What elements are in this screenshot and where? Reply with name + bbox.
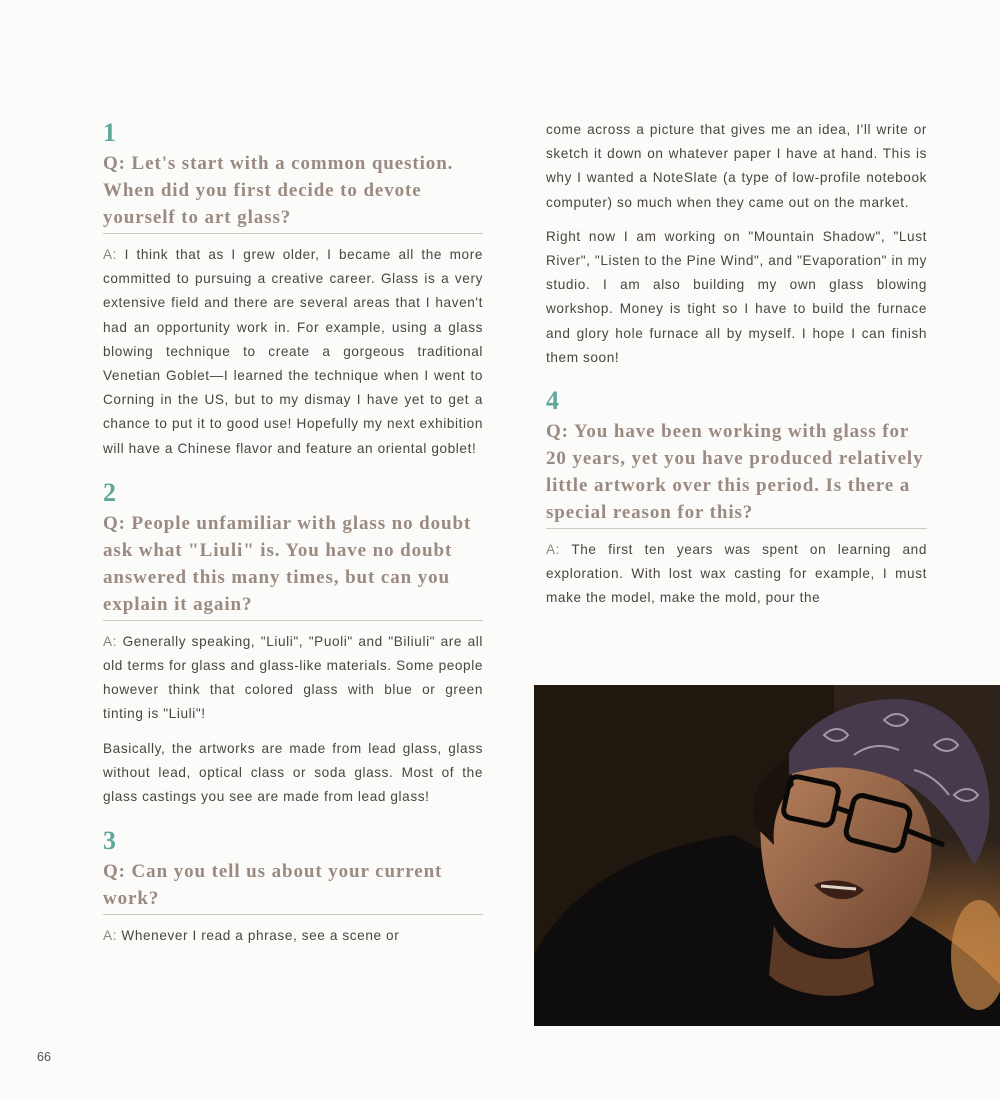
answer-prefix: A: bbox=[103, 633, 123, 649]
answer-text: Whenever I read a phrase, see a scene or bbox=[121, 928, 400, 944]
answer-paragraph bbox=[103, 737, 483, 810]
question-heading: Q: Can you tell us about your current work? bbox=[103, 858, 483, 915]
page-number: 66 bbox=[37, 1050, 51, 1064]
section-number: 1 bbox=[103, 118, 116, 147]
answer-paragraph bbox=[103, 243, 483, 461]
answer-prefix: A: bbox=[103, 247, 125, 262]
question-heading: Q: People unfamiliar with glass no doubt ask what "Liuli" is. You have no doubt answered this many times, but can you explain it again? bbox=[103, 510, 483, 621]
continued-paragraph: come across a picture that gives me an idea, I'll write or sketch it down on whatever paper I have at hand. This is why I wanted a NoteSlate (a type of low-profile notebook computer) so much when they came out on the market. bbox=[546, 122, 927, 210]
answer-paragraph bbox=[103, 924, 483, 948]
qa-section-4 bbox=[546, 386, 927, 611]
artist-portrait-photo bbox=[534, 685, 1000, 1026]
answer-paragraph bbox=[546, 538, 927, 611]
answer-text: Generally speaking, "Liuli", "Puoli" and "Biliuli" are all old terms for glass and glass-like materials. Some people however think that colored glass with blue or green tinting is "Liuli"! bbox=[103, 633, 484, 722]
answer-prefix: A: bbox=[103, 928, 122, 944]
qa-section-2 bbox=[103, 478, 483, 809]
answer-text: Basically, the artworks are made from lead glass, glass without lead, optical class or soda glass. Most of the glass castings you see are made from lead glass! bbox=[103, 740, 483, 805]
qa-section-3 bbox=[103, 826, 483, 948]
answer-text: I think that as I grew older, I became all the more committed to pursuing a creative career. Glass is a very extensive field and there are several areas that I haven't had an opportunity work in. For example, using a glass blowing technique to create a gorgeous traditional Venetian Goblet—I learned the technique when I went to Corning in the US, but to my dismay I have yet to get a chance to put it to good use! Hopefully my next exhibition will have a Chinese flavor and feature an oriental goblet! bbox=[103, 247, 483, 456]
section-number: 3 bbox=[103, 826, 116, 856]
right-column bbox=[546, 118, 927, 628]
question-heading: Q: Let's start with a common question. When did you first decide to devote yourself to art glass? bbox=[103, 150, 483, 234]
answer-text: The first ten years was spent on learning and exploration. With lost wax casting for example, I must make the model, make the mold, pour the bbox=[546, 542, 927, 606]
section-number: 2 bbox=[103, 477, 116, 507]
answer-prefix: A: bbox=[546, 542, 572, 558]
answer-paragraph bbox=[103, 630, 483, 727]
question-heading: Q: You have been working with glass for 20 years, yet you have produced relatively little artwork over this period. Is there a special reason for this? bbox=[546, 418, 927, 529]
section-number: 4 bbox=[546, 386, 559, 416]
left-column bbox=[103, 118, 483, 965]
qa-section-1 bbox=[103, 118, 483, 461]
continued-paragraph: Right now I am working on "Mountain Shadow", "Lust River", "Listen to the Pine Wind", and "Evaporation" in my studio. I am also building my own glass blowing workshop. Money is tight so I have to build the furnace and glory hole furnace all by myself. I hope I can finish them soon! bbox=[546, 228, 927, 365]
portrait-illustration bbox=[534, 685, 1000, 1026]
